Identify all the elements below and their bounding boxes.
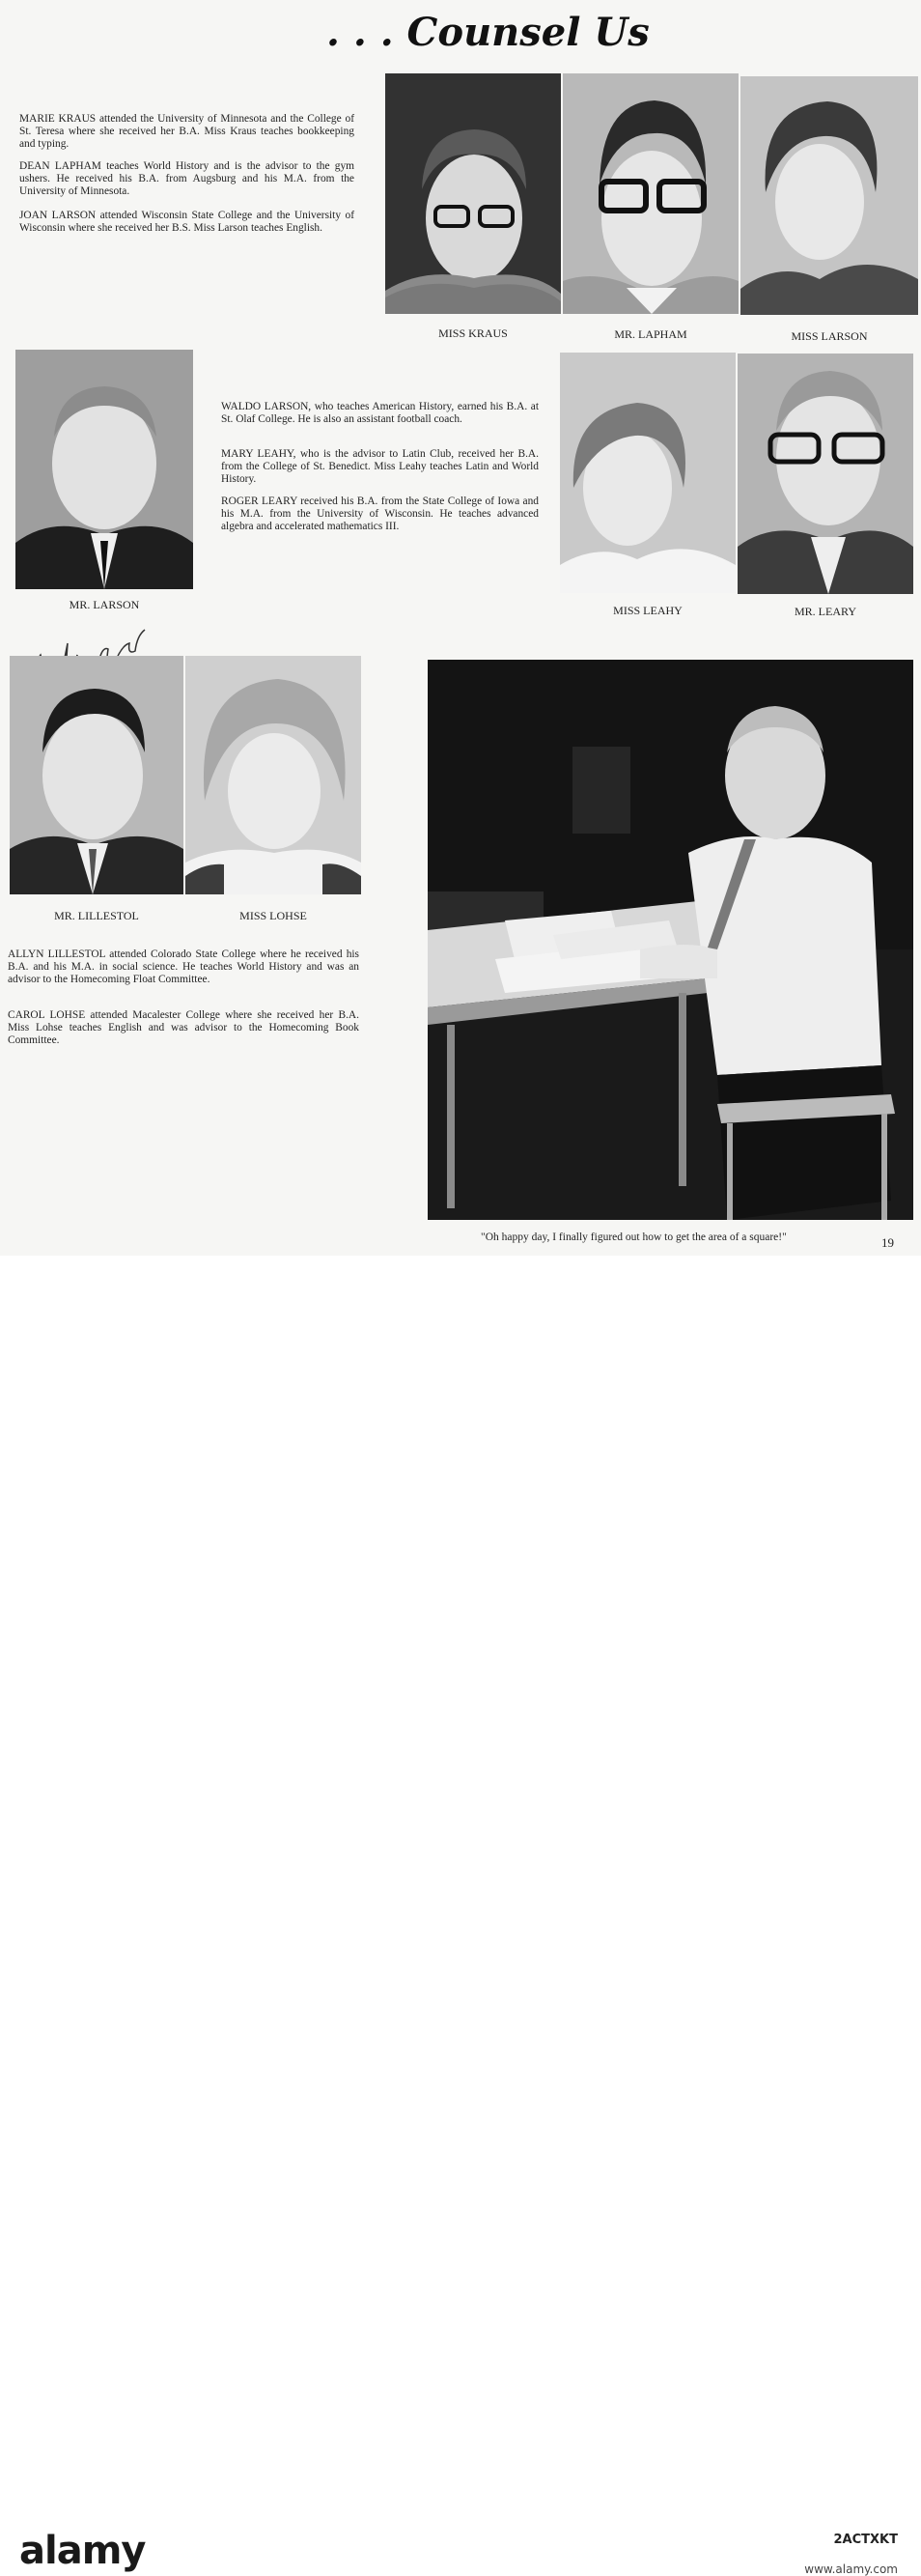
image-id: 2ACTXKT — [833, 2533, 898, 2547]
bio-lohse: CAROL LOHSE attended Macalester College where she received her B.A. Miss Lohse teaches English and was advisor to the Homecoming Book Committee. — [8, 1009, 359, 1046]
watermark-bar — [0, 1256, 921, 2576]
bio-leahy: MARY LEAHY, who is the advisor to Latin Club, received her B.A. from the College of St. Benedict. Miss Leahy teaches Latin and World History. — [221, 448, 539, 485]
caption-candid: "Oh happy day, I finally figured out how to get the area of a square!" — [481, 1231, 787, 1243]
candid-photo — [428, 660, 913, 1220]
alamy-logo-text: alamy — [19, 2529, 146, 2573]
caption-joan-larson: MISS LARSON — [791, 329, 868, 343]
caption-leary: MR. LEARY — [794, 605, 856, 618]
caption-lohse: MISS LOHSE — [239, 909, 307, 922]
bio-lapham: DEAN LAPHAM teaches World History and is the advisor to the gym ushers. He received his B.A. from Augsburg and his M.A. from the University of Minnesota. — [19, 160, 354, 197]
caption-kraus: MISS KRAUS — [438, 326, 508, 340]
portrait-joan-larson — [740, 76, 918, 315]
caption-waldo-larson: MR. LARSON — [69, 598, 140, 611]
portrait-lohse — [185, 656, 361, 894]
site-url: www.alamy.com — [804, 2562, 898, 2576]
yearbook-page — [0, 0, 921, 1256]
portrait-lillestol — [10, 656, 183, 894]
alamy-logo — [19, 2529, 145, 2573]
portrait-leahy — [560, 353, 736, 593]
bio-leary: ROGER LEARY received his B.A. from the State College of Iowa and his M.A. from the University of Wisconsin. He teaches advanced algebra and accelerated mathematics III. — [221, 495, 539, 532]
caption-lapham: MR. LAPHAM — [614, 327, 687, 341]
bio-lillestol: ALLYN LILLESTOL attended Colorado State College where he received his B.A. and his M.A. in social science. He teaches World History and was an advisor to the Homecoming Float Committee. — [8, 948, 359, 985]
caption-lillestol: MR. LILLESTOL — [54, 909, 139, 922]
portrait-lapham — [563, 73, 739, 314]
portrait-leary — [738, 354, 913, 594]
page-number: 19 — [881, 1235, 894, 1250]
bio-joan-larson: JOAN LARSON attended Wisconsin State College and the University of Wisconsin where she received her B.S. Miss Larson teaches English. — [19, 210, 354, 234]
bio-waldo-larson: WALDO LARSON, who teaches American History, earned his B.A. at St. Olaf College. He is also an assistant football coach. — [221, 401, 539, 425]
page-title: . . . Counsel Us — [326, 10, 650, 55]
portrait-kraus — [385, 73, 561, 314]
caption-leahy: MISS LEAHY — [613, 604, 683, 617]
portrait-waldo-larson — [15, 350, 193, 589]
bio-kraus: MARIE KRAUS attended the University of Minnesota and the College of St. Teresa where she received her B.A. Miss Kraus teaches bookkeeping and typing. — [19, 113, 354, 150]
